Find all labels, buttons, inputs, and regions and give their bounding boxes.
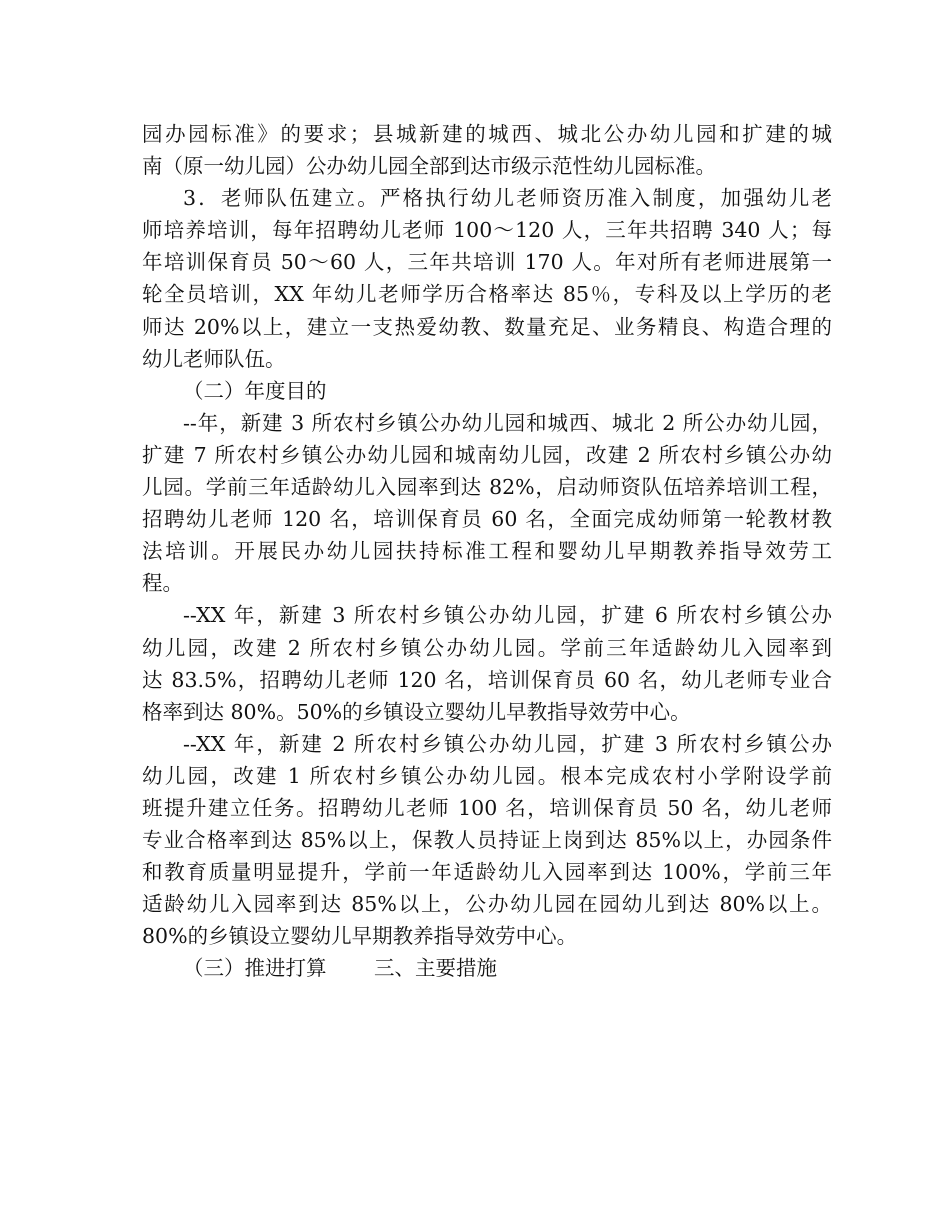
text-line: 师培养培训，每年招聘幼儿老师 100～120 人，三年共招聘 340 人；每	[142, 218, 832, 243]
text-line: --XX 年，新建 2 所农村乡镇公办幼儿园，扩建 3 所农村乡镇公办	[183, 731, 832, 756]
text-line: --XX 年，新建 3 所农村乡镇公办幼儿园，扩建 6 所农村乡镇公办	[183, 603, 832, 628]
document-body	[142, 118, 832, 985]
text-line: 幼儿老师队伍。	[142, 346, 286, 371]
text-line: 园办园标准》的要求；县城新建的城西、城北公办幼儿园和扩建的城	[142, 122, 832, 146]
text-line: 和教育质量明显提升，学前一年适龄幼儿入园率到达 100%，学前三年	[142, 860, 832, 885]
text-line: 格率到达 80%。50%的乡镇设立婴幼儿早教指导效劳中心。	[142, 699, 691, 724]
text-line: 幼儿园，改建 1 所农村乡镇公办幼儿园。根本完成农村小学附设学前	[142, 763, 832, 788]
text-line: 班提升建立任务。招聘幼儿老师 100 名，培训保育员 50 名，幼儿老师	[142, 795, 832, 820]
text-line: 适龄幼儿入园率到达 85%以上，公办幼儿园在园幼儿到达 80%以上。	[142, 892, 832, 917]
text-line: 师达 20%以上，建立一支热爱幼教、数量充足、业务精良、构造合理的	[142, 314, 832, 339]
text-line: 幼儿园，改建 2 所农村乡镇公办幼儿园。学前三年适龄幼儿入园率到	[142, 635, 832, 660]
text-line: 程。	[142, 571, 183, 596]
text-line: （二）年度目的	[183, 378, 327, 403]
text-line: 南（原一幼儿园）公办幼儿园全部到达市级示范性幼儿园标准。	[142, 154, 716, 179]
text-line: 儿园。学前三年适龄幼儿入园率到达 82%，启动师资队伍培养培训工程，	[142, 475, 832, 500]
text-line: 达 83.5%，招聘幼儿老师 120 名，培训保育员 60 名，幼儿老师专业合	[142, 667, 832, 692]
text-line: 3．老师队伍建立。严格执行幼儿老师资历准入制度，加强幼儿老	[183, 186, 832, 211]
text-line: 轮全员培训，XX 年幼儿老师学历合格率达 85％，专科及以上学历的老	[142, 282, 832, 307]
text-line: 扩建 7 所农村乡镇公办幼儿园和城南幼儿园，改建 2 所农村乡镇公办幼	[142, 442, 832, 467]
text-line: --年，新建 3 所农村乡镇公办幼儿园和城西、城北 2 所公办幼儿园，	[183, 410, 832, 435]
text-line: 法培训。开展民办幼儿园扶持标准工程和婴幼儿早期教养指导效劳工	[142, 539, 832, 564]
text-line: 80%的乡镇设立婴幼儿早期教养指导效劳中心。	[142, 924, 578, 949]
text-line: 招聘幼儿老师 120 名，培训保育员 60 名，全面完成幼师第一轮教材教	[142, 507, 832, 532]
text-line: （三）推进打算 三、主要措施	[183, 956, 498, 981]
text-line: 专业合格率到达 85%以上，保教人员持证上岗到达 85%以上，办园条件	[142, 828, 832, 853]
text-line: 年培训保育员 50～60 人，三年共培训 170 人。年对所有老师进展第一	[142, 250, 832, 275]
